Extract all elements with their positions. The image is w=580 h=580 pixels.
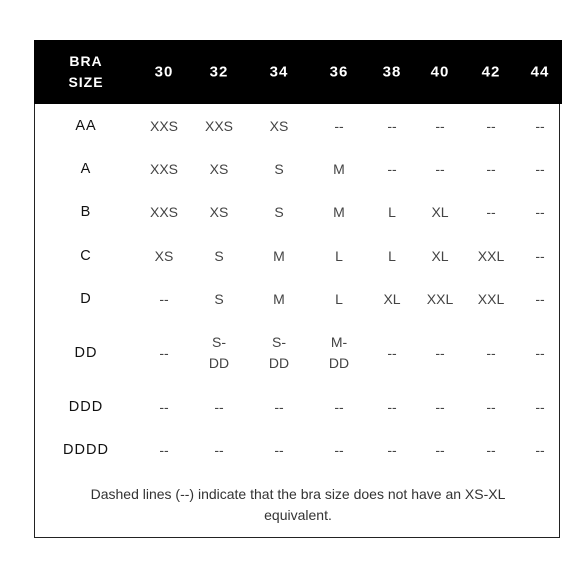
header-band-34: 34 xyxy=(269,63,289,81)
row-cup-c: C xyxy=(80,247,92,264)
size-cell-ddd-30: -- xyxy=(159,399,169,415)
size-cell-b-36: M xyxy=(333,204,345,220)
size-cell-b-30: XXS xyxy=(149,204,179,220)
size-cell-aa-30: XXS xyxy=(149,118,179,134)
size-cell-d-32: S xyxy=(214,291,224,307)
size-cell-d-34: M xyxy=(273,291,285,307)
size-cell-c-38: L xyxy=(388,248,396,264)
header-band-30: 30 xyxy=(154,63,174,81)
size-cell-dd-30: -- xyxy=(159,345,169,361)
row-cup-d: D xyxy=(80,290,92,307)
row-cup-ddd: DDD xyxy=(68,398,104,415)
size-cell-ddd-36: -- xyxy=(334,399,344,415)
size-cell-c-36: L xyxy=(335,248,343,264)
size-cell-c-42: XXL xyxy=(477,248,505,264)
size-cell-dddd-34: -- xyxy=(274,442,284,458)
size-cell-c-34: M xyxy=(273,248,285,264)
header-bra-size-label: BRA SIZE xyxy=(68,53,104,90)
size-cell-a-36: M xyxy=(333,161,345,177)
size-cell-dddd-30: -- xyxy=(159,442,169,458)
size-cell-aa-32: XXS xyxy=(204,118,234,134)
size-cell-aa-36: -- xyxy=(334,118,344,134)
size-cell-ddd-44: -- xyxy=(535,399,545,415)
size-cell-dddd-32: -- xyxy=(214,442,224,458)
header-band-38: 38 xyxy=(382,63,402,81)
size-cell-c-32: S xyxy=(214,248,224,264)
size-cell-aa-34: XS xyxy=(269,118,289,134)
size-cell-dd-44: -- xyxy=(535,345,545,361)
size-cell-dd-36: M- DD xyxy=(328,334,350,371)
size-cell-b-40: XL xyxy=(431,204,449,220)
size-cell-aa-42: -- xyxy=(486,118,496,134)
size-cell-a-44: -- xyxy=(535,161,545,177)
size-cell-aa-38: -- xyxy=(387,118,397,134)
bra-size-table xyxy=(34,40,560,538)
size-cell-a-38: -- xyxy=(387,161,397,177)
size-cell-ddd-32: -- xyxy=(214,399,224,415)
size-cell-c-44: -- xyxy=(535,248,545,264)
size-cell-b-34: S xyxy=(274,204,284,220)
header-band-32: 32 xyxy=(209,63,229,81)
size-cell-a-30: XXS xyxy=(149,161,179,177)
size-cell-dd-34: S- DD xyxy=(268,334,290,371)
size-cell-b-32: XS xyxy=(209,204,229,220)
row-cup-b: B xyxy=(80,203,92,220)
size-cell-a-40: -- xyxy=(435,161,445,177)
size-cell-dddd-38: -- xyxy=(387,442,397,458)
size-cell-c-40: XL xyxy=(431,248,449,264)
table-header-row xyxy=(34,40,562,104)
size-cell-aa-44: -- xyxy=(535,118,545,134)
row-cup-dd: DD xyxy=(74,344,98,361)
size-cell-ddd-38: -- xyxy=(387,399,397,415)
size-cell-ddd-42: -- xyxy=(486,399,496,415)
size-cell-d-44: -- xyxy=(535,291,545,307)
size-cell-aa-40: -- xyxy=(435,118,445,134)
size-cell-d-42: XXL xyxy=(477,291,505,307)
size-cell-b-38: L xyxy=(388,204,396,220)
size-cell-c-30: XS xyxy=(154,248,174,264)
size-cell-b-42: -- xyxy=(486,204,496,220)
row-cup-aa: AA xyxy=(75,117,97,134)
size-cell-a-32: XS xyxy=(209,161,229,177)
table-footnote: Dashed lines (--) indicate that the bra size does not have an XS-XL equivalent. xyxy=(90,486,506,523)
size-cell-dddd-40: -- xyxy=(435,442,445,458)
size-cell-d-30: -- xyxy=(159,291,169,307)
header-band-42: 42 xyxy=(481,63,501,81)
header-band-36: 36 xyxy=(329,63,349,81)
size-cell-a-42: -- xyxy=(486,161,496,177)
size-cell-dddd-42: -- xyxy=(486,442,496,458)
size-cell-ddd-40: -- xyxy=(435,399,445,415)
header-band-44: 44 xyxy=(530,63,550,81)
row-cup-a: A xyxy=(80,160,92,177)
size-cell-dd-32: S- DD xyxy=(208,334,230,371)
size-cell-dd-40: -- xyxy=(435,345,445,361)
header-band-40: 40 xyxy=(430,63,450,81)
size-cell-a-34: S xyxy=(274,161,284,177)
size-cell-dddd-36: -- xyxy=(334,442,344,458)
row-cup-dddd: DDDD xyxy=(63,441,109,458)
size-cell-d-36: L xyxy=(335,291,343,307)
size-cell-d-38: XL xyxy=(383,291,401,307)
size-cell-dd-38: -- xyxy=(387,345,397,361)
size-cell-d-40: XXL xyxy=(426,291,454,307)
size-cell-ddd-34: -- xyxy=(274,399,284,415)
size-cell-dddd-44: -- xyxy=(535,442,545,458)
size-cell-b-44: -- xyxy=(535,204,545,220)
size-cell-dd-42: -- xyxy=(486,345,496,361)
